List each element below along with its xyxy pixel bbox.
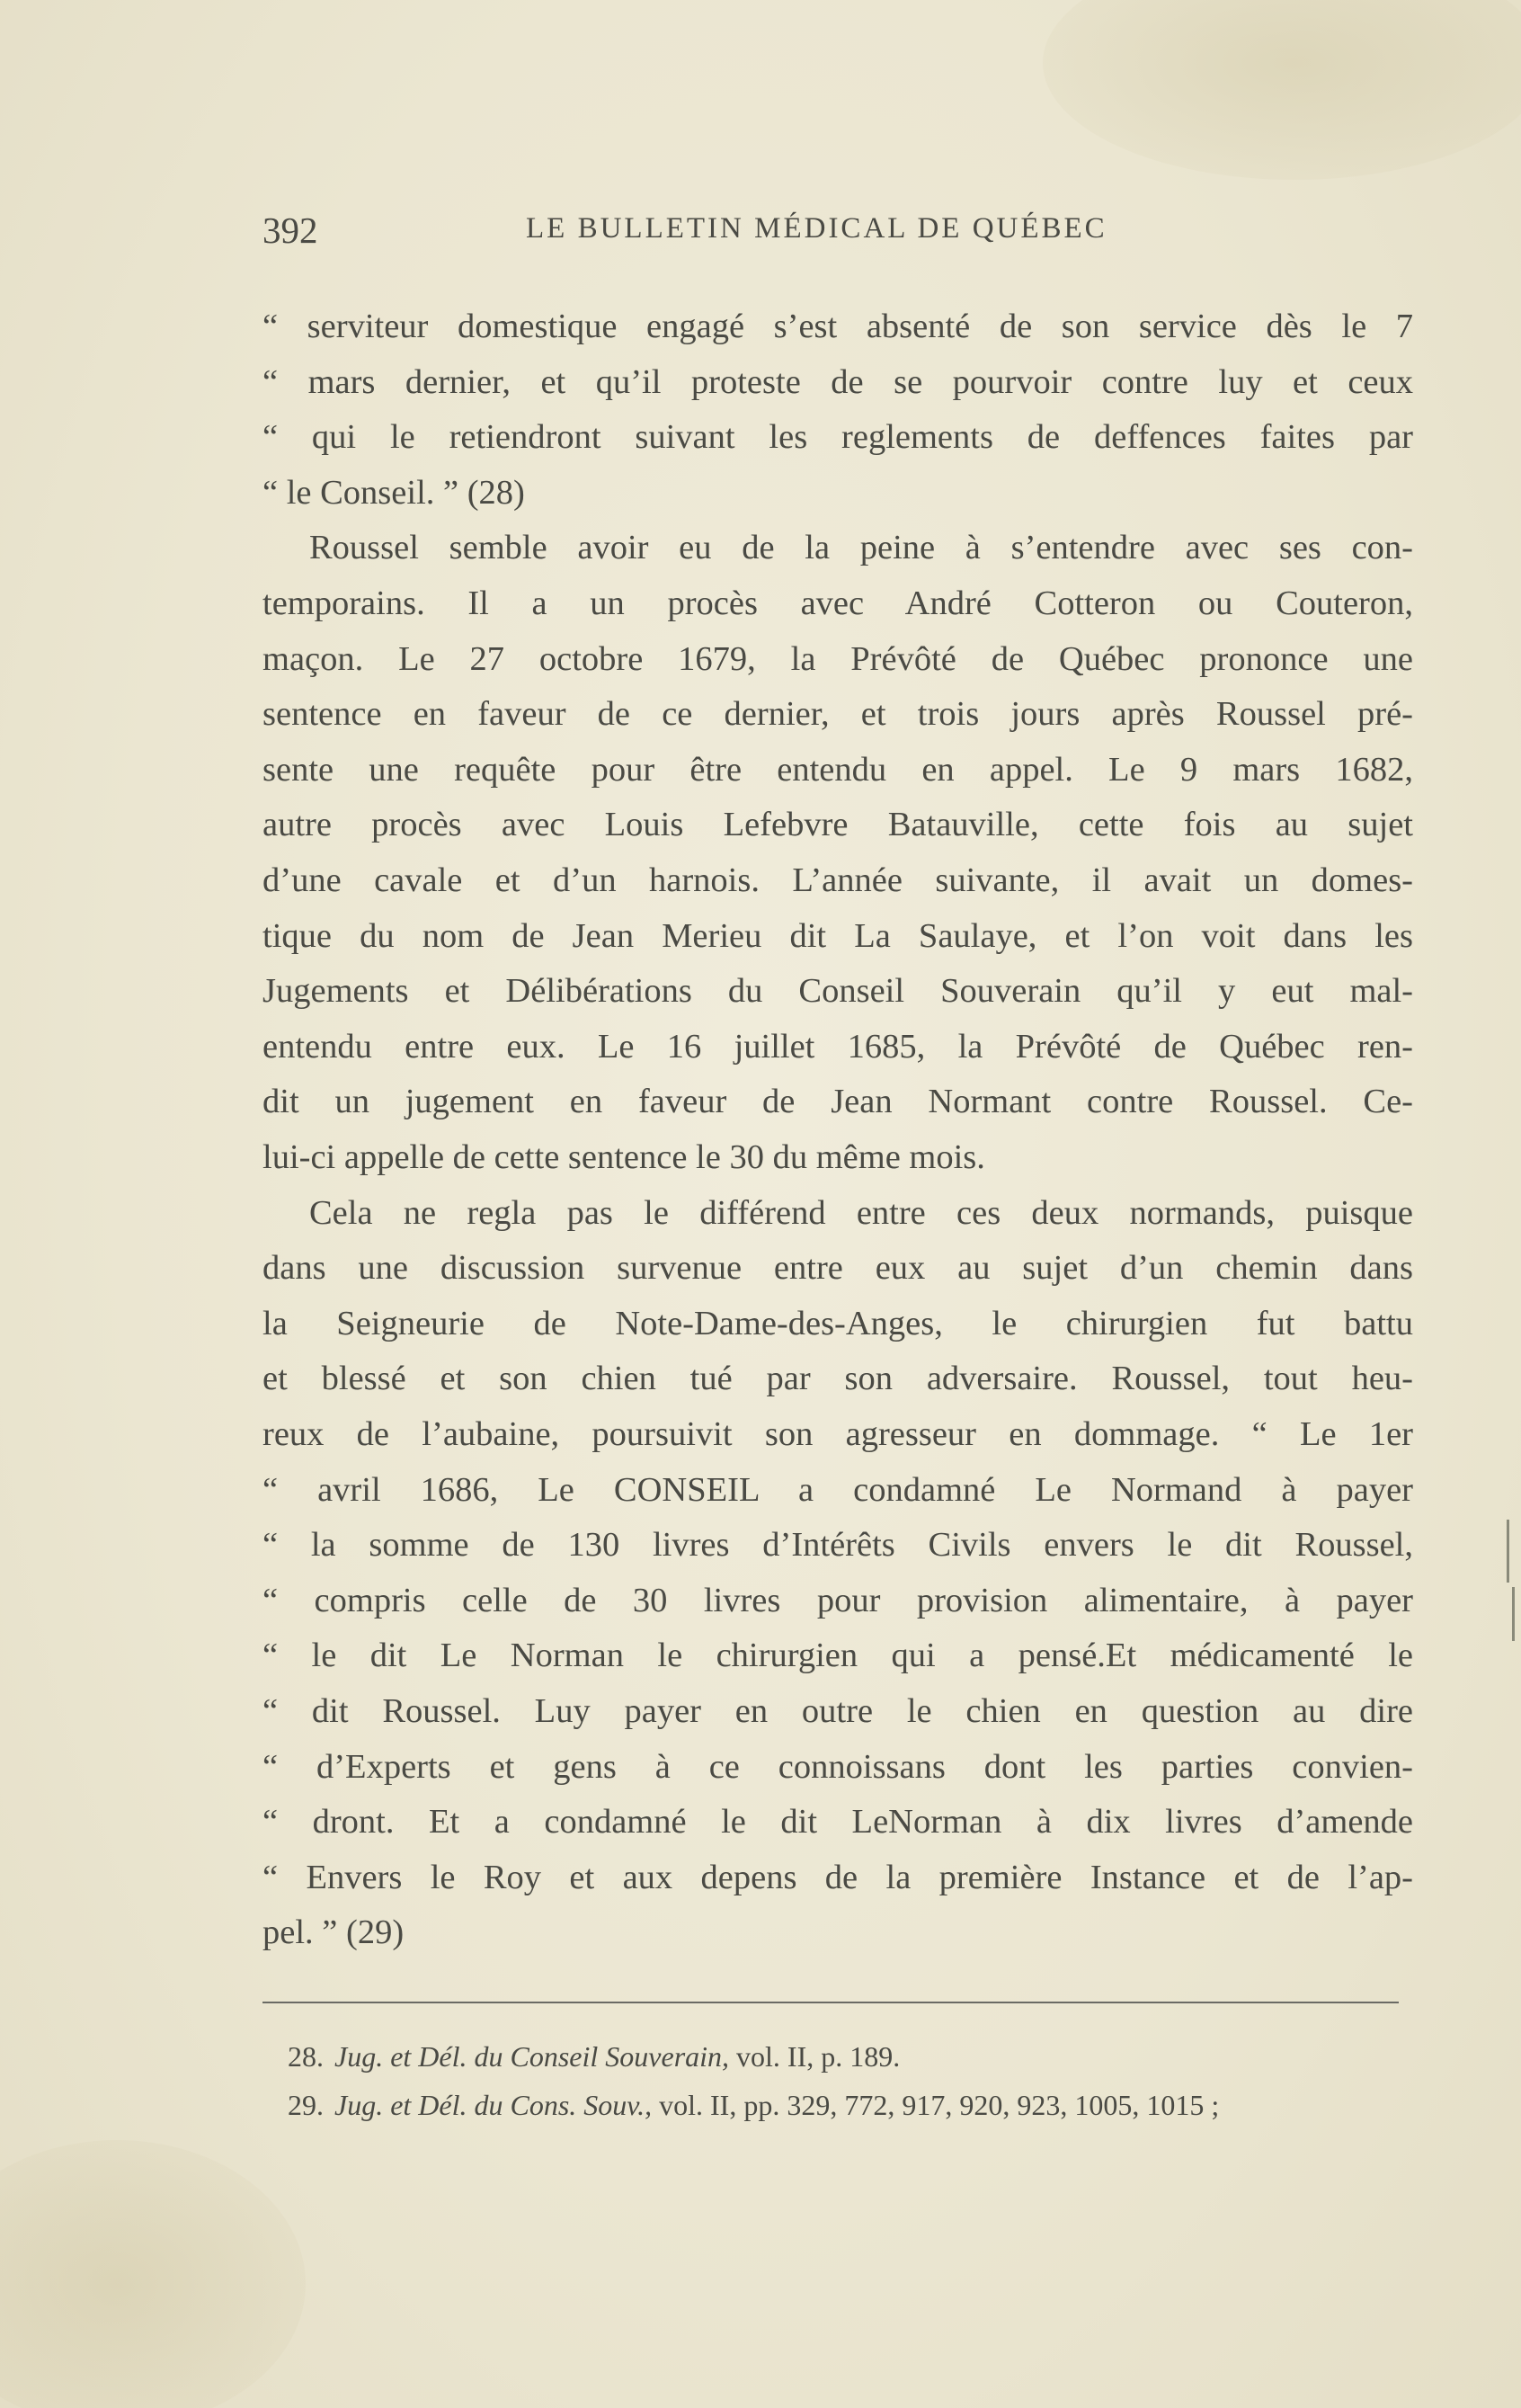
text-line: la Seigneurie de Note-Dame-des-Anges, le chirurgien fut battu bbox=[262, 1304, 1413, 1342]
text-line: “ la somme de 130 livres d’Intérêts Civils envers le dit Roussel, bbox=[262, 1526, 1413, 1565]
text-line: “ mars dernier, et qu’il proteste de se pourvoir contre luy et ceux bbox=[262, 362, 1413, 401]
text-line: “ avril 1686, Le CONSEIL a condamné Le Normand à payer bbox=[262, 1470, 1413, 1509]
text-line: lui-ci appelle de cette sentence le 30 du même mois. bbox=[262, 1138, 985, 1176]
text-line: sente une requête pour être entendu en appel. Le 9 mars 1682, bbox=[262, 750, 1413, 789]
text-line: “ qui le retiendront suivant les reglements de deffences faites par bbox=[262, 418, 1413, 457]
text-line: sentence en faveur de ce dernier, et trois jours après Roussel pré- bbox=[262, 695, 1413, 734]
page-header bbox=[0, 209, 1521, 254]
footnote-number: 29. bbox=[288, 2089, 324, 2121]
text-line: entendu entre eux. Le 16 juillet 1685, la Prévôté de Québec ren- bbox=[262, 1027, 1413, 1066]
text-line: dans une discussion survenue entre eux au sujet d’un chemin dans bbox=[262, 1249, 1413, 1288]
text-line: Jugements et Délibérations du Conseil Souverain qu’il y eut mal- bbox=[262, 972, 1413, 1011]
text-line: “ serviteur domestique engagé s’est absenté de son service dès le 7 bbox=[262, 308, 1413, 345]
text-line: maçon. Le 27 octobre 1679, la Prévôté de Québec prononce une bbox=[262, 639, 1413, 678]
page-number: 392 bbox=[262, 210, 318, 251]
paper-stain bbox=[1043, 0, 1521, 180]
text-line: temporains. Il a un procès avec André Cotteron ou Couteron, bbox=[262, 584, 1413, 622]
margin-mark bbox=[1507, 1520, 1509, 1583]
text-line: “ dront. Et a condamné le dit LeNorman à dix livres d’amende bbox=[262, 1803, 1413, 1842]
margin-mark bbox=[1512, 1587, 1515, 1641]
text-line: Cela ne regla pas le différend entre ces deux normands, puisque bbox=[309, 1193, 1413, 1232]
text-line: et blessé et son chien tué par son adversaire. Roussel, tout heu- bbox=[262, 1360, 1413, 1398]
text-line: “ Envers le Roy et aux depens de la première Instance et de l’ap- bbox=[262, 1858, 1413, 1896]
text-line: d’une cavale et d’un harnois. L’année suivante, il avait un domes- bbox=[262, 861, 1413, 899]
footnote-source-title: Jug. et Dél. du Cons. Souv., bbox=[334, 2089, 653, 2121]
text-line: “ compris celle de 30 livres pour provision alimentaire, à payer bbox=[262, 1581, 1413, 1619]
footnote-number: 28. bbox=[288, 2040, 324, 2073]
text-line: tique du nom de Jean Merieu dit La Saulaye, et l’on voit dans les bbox=[262, 916, 1413, 955]
footnote-29 bbox=[288, 2082, 1219, 2127]
text-line: dit un jugement en faveur de Jean Normant contre Roussel. Ce- bbox=[262, 1083, 1413, 1121]
footnote-rule bbox=[262, 2002, 1399, 2003]
text-line: “ le dit Le Norman le chirurgien qui a pensé.Et médicamenté le bbox=[262, 1637, 1413, 1675]
text-line: “ dit Roussel. Luy payer en outre le chien en question au dire bbox=[262, 1692, 1413, 1730]
footnote-reference: vol. II, p. 189. bbox=[729, 2040, 901, 2073]
text-line: reux de l’aubaine, poursuivit son agresseur en dommage. “ Le 1er bbox=[262, 1415, 1413, 1453]
text-line: “ d’Experts et gens à ce connoissans dont les parties convien- bbox=[262, 1747, 1413, 1786]
text-line: autre procès avec Louis Lefebvre Batauville, cette fois au sujet bbox=[262, 806, 1413, 844]
running-title: LE BULLETIN MÉDICAL DE QUÉBEC bbox=[526, 212, 1107, 245]
footnote-28 bbox=[288, 2034, 900, 2079]
text-line: “ le Conseil. ” (28) bbox=[262, 473, 525, 512]
text-line: pel. ” (29) bbox=[262, 1913, 405, 1952]
footnote-reference: vol. II, pp. 329, 772, 917, 920, 923, 1005, 1015 ; bbox=[652, 2089, 1220, 2121]
footnote-source-title: Jug. et Dél. du Conseil Souverain, bbox=[334, 2040, 730, 2073]
paper-stain bbox=[0, 2140, 306, 2408]
text-line: Roussel semble avoir eu de la peine à s’entendre avec ses con- bbox=[309, 529, 1413, 567]
